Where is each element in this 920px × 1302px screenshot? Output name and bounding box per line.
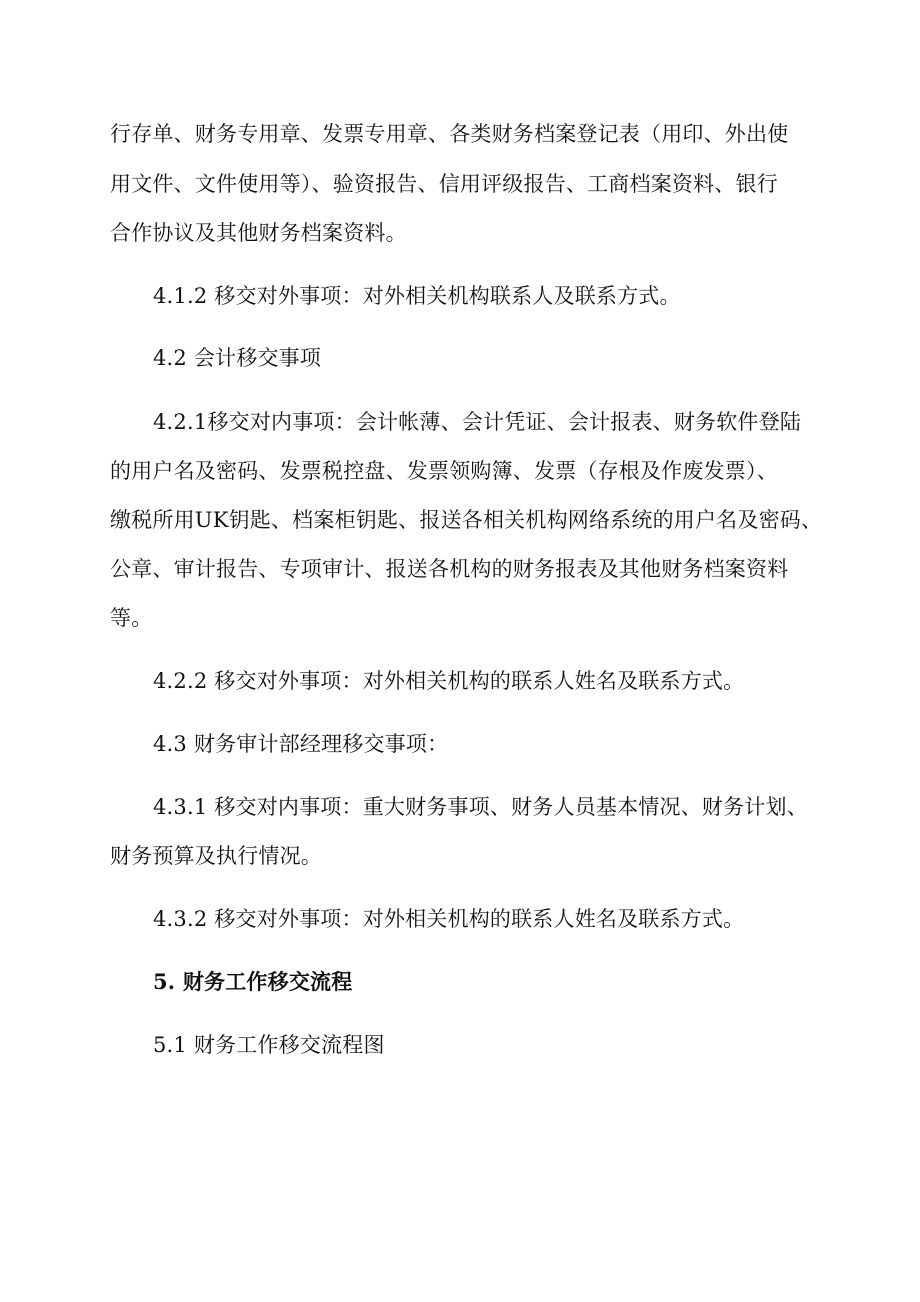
- item-4-1-2: 4.1.2 移交对外事项：对外相关机构联系人及联系方式。: [153, 284, 681, 308]
- item-4-3-1-line: 财务预算及执行情况。: [110, 844, 322, 868]
- heading-4-3: 4.3 财务审计部经理移交事项：: [153, 732, 449, 756]
- paragraph-line: 合作协议及其他财务档案资料。: [110, 221, 407, 245]
- item-4-2-1-line: 公章、审计报告、专项审计、报送各机构的财务报表及其他财务档案资料: [110, 557, 789, 581]
- item-4-2-1-line: 缴税所用UK钥匙、档案柜钥匙、报送各相关机构网络系统的用户名及密码、: [110, 508, 823, 532]
- heading-5-1: 5.1 财务工作移交流程图: [153, 1033, 385, 1057]
- paragraph-line: 用文件、文件使用等）、验资报告、信用评级报告、工商档案资料、银行: [110, 172, 778, 196]
- item-4-3-2: 4.3.2 移交对外事项：对外相关机构的联系人姓名及联系方式。: [153, 907, 745, 931]
- item-4-3-1-line: 4.3.1 移交对内事项：重大财务事项、财务人员基本情况、财务计划、: [153, 795, 808, 819]
- item-4-2-1-line: 4.2.1移交对内事项：会计帐薄、会计凭证、会计报表、财务软件登陆: [153, 410, 802, 434]
- heading-4-2: 4.2 会计移交事项: [153, 346, 322, 370]
- item-4-2-2: 4.2.2 移交对外事项：对外相关机构的联系人姓名及联系方式。: [153, 669, 745, 693]
- heading-5: 5. 财务工作移交流程: [153, 969, 353, 994]
- item-4-2-1-line: 的用户名及密码、发票税控盘、发票领购簿、发票（存根及作废发票）、: [110, 459, 778, 483]
- paragraph-line: 行存单、财务专用章、发票专用章、各类财务档案登记表（用印、外出使: [110, 122, 789, 146]
- item-4-2-1-line: 等。: [110, 606, 153, 630]
